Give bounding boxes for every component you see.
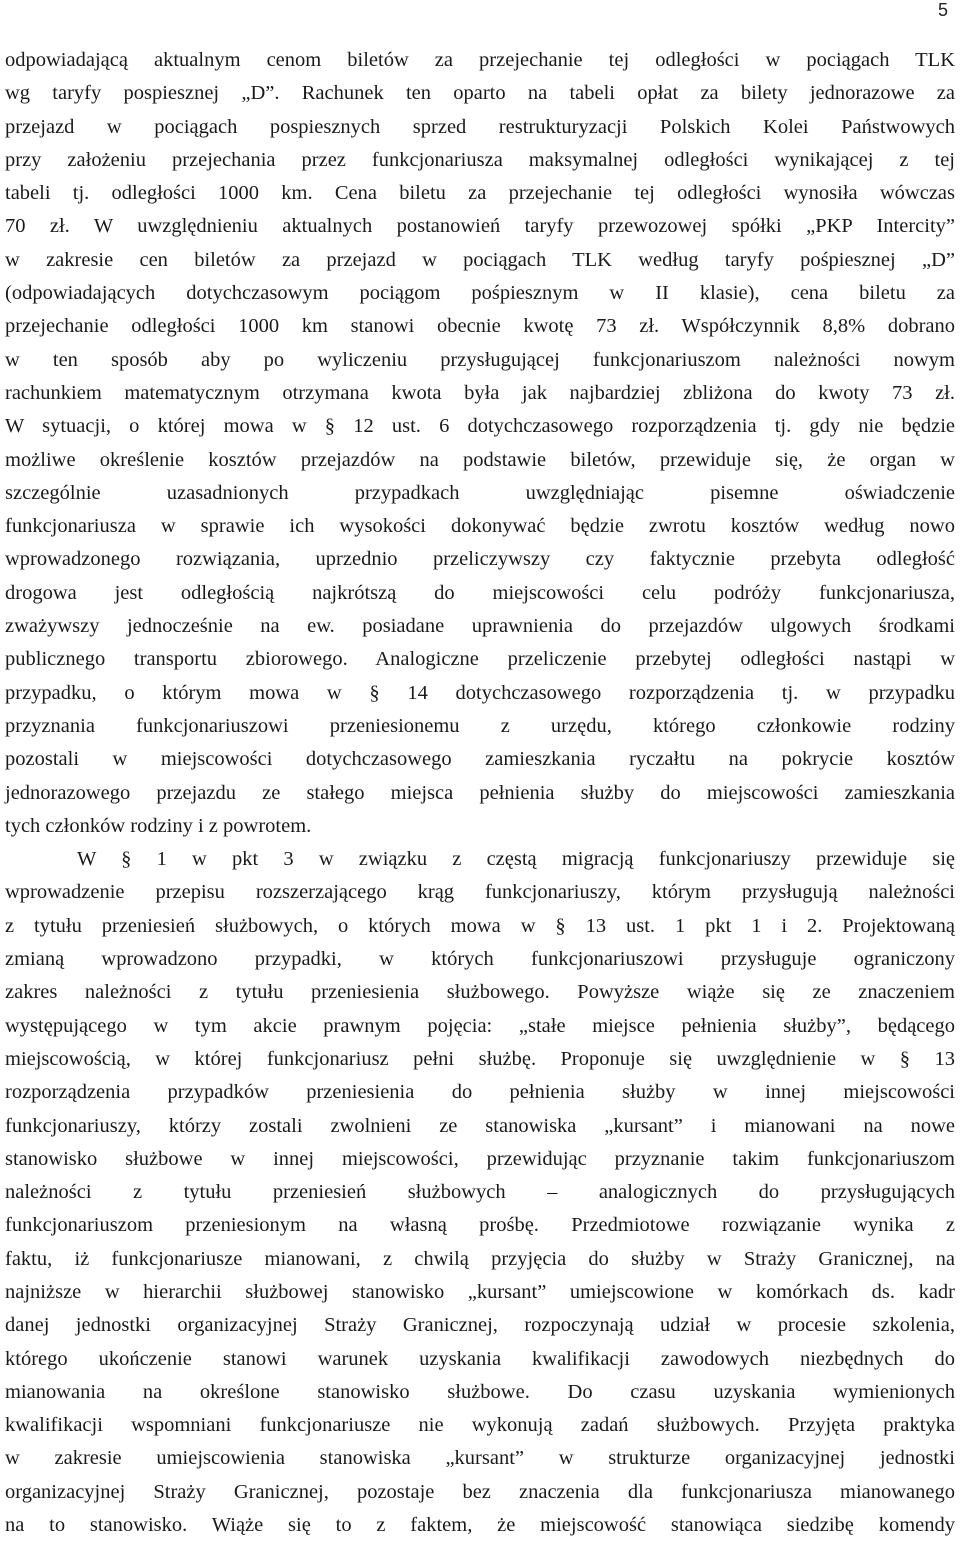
text-line: występującego w tym akcie prawnym pojęcia: „stałe miejsce pełnienia służby”, będącego: [5, 1014, 955, 1037]
text-line: pozostali w miejscowości dotychczasowego zamieszkania ryczałtu na pokrycie kosztów: [5, 748, 955, 771]
text-line: danej jednostki organizacyjnej Straży Granicznej, rozpoczynają udział w procesie szkolenia,: [5, 1314, 955, 1337]
text-line: możliwe określenie kosztów przejazdów na podstawie biletów, przewiduje się, że organ w: [5, 448, 955, 471]
text-line: należności z tytułu przeniesień służbowych – analogicznych do przysługujących: [5, 1181, 955, 1204]
paragraph-1: [5, 44, 955, 843]
text-line: zakres należności z tytułu przeniesienia służbowego. Powyższe wiąże się ze znaczeniem: [5, 981, 955, 1004]
text-line: stanowisko służbowe w innej miejscowości, przewidując przyznanie takim funkcjonariuszom: [5, 1147, 955, 1170]
text-line: jednorazowego przejazdu ze stałego miejsca pełnienia służby do miejscowości zamieszkania: [5, 781, 955, 804]
text-line: mianowania na określone stanowisko służbowe. Do czasu uzyskania wymienionych: [5, 1380, 955, 1403]
text-line: przypadku, o którym mowa w § 14 dotychczasowego rozporządzenia tj. w przypadku: [5, 681, 955, 704]
text-line: W sytuacji, o której mowa w § 12 ust. 6 dotychczasowego rozporządzenia tj. gdy nie będzie: [5, 415, 955, 438]
text-line: wprowadzonego rozwiązania, uprzednio przeliczywszy czy faktycznie przebyta odległość: [5, 548, 955, 571]
text-line: miejscowością, w której funkcjonariusz pełni służbę. Proponuje się uwzględnienie w § 13: [5, 1047, 955, 1070]
text-line: w zakresie cen biletów za przejazd w pociągach TLK według taryfy pośpiesznej „D”: [5, 248, 955, 271]
text-line: wprowadzenie przepisu rozszerzającego krąg funkcjonariuszy, którym przysługują należności: [5, 881, 955, 904]
paragraph-2: [5, 843, 955, 1542]
text-line: rachunkiem matematycznym otrzymana kwota była jak najbardziej zbliżona do kwoty 73 zł.: [5, 381, 955, 404]
text-line: tabeli tj. odległości 1000 km. Cena biletu za przejechanie tej odległości wynosiła wówczas: [5, 182, 955, 205]
text-line: drogowa jest odległością najkrótszą do miejscowości celu podróży funkcjonariusza,: [5, 581, 955, 604]
text-line: publicznego transportu zbiorowego. Analogiczne przeliczenie przebytej odległości nastąpi w: [5, 648, 955, 671]
text-line: organizacyjnej Straży Granicznej, pozostaje bez znaczenia dla funkcjonariusza mianowanego: [5, 1480, 955, 1503]
text-line: wg taryfy pospiesznej „D”. Rachunek ten oparto na tabeli opłat za bilety jednorazowe za: [5, 82, 955, 105]
text-line: w ten sposób aby po wyliczeniu przysługującej funkcjonariuszom należności nowym: [5, 348, 955, 371]
text-line: kwalifikacji wspomniani funkcjonariusze nie wykonują zadań służbowych. Przyjęta praktyka: [5, 1414, 955, 1437]
text-line: 70 zł. W uwzględnieniu aktualnych postanowień taryfy przewozowej spółki „PKP Intercity”: [5, 215, 955, 238]
text-line: zmianą wprowadzono przypadki, w których funkcjonariuszowi przysługuje ograniczony: [5, 948, 955, 971]
text-line: najniższe w hierarchii służbowej stanowisko „kursant” umiejscowione w komórkach ds. kadr: [5, 1280, 955, 1303]
text-line: przy założeniu przejechania przez funkcjonariusza maksymalnej odległości wynikającej z tej: [5, 148, 955, 171]
text-line: rozporządzenia przypadków przeniesienia do pełnienia służby w innej miejscowości: [5, 1081, 955, 1104]
text-line: przejechanie odległości 1000 km stanowi obecnie kwotę 73 zł. Współczynnik 8,8% dobrano: [5, 315, 955, 338]
text-line: faktu, iż funkcjonariusze mianowani, z chwilą przyjęcia do służby w Straży Granicznej, na: [5, 1247, 955, 1270]
text-line: w zakresie umiejscowienia stanowiska „kursant” w strukturze organizacyjnej jednostki: [5, 1447, 955, 1470]
text-line: funkcjonariusza w sprawie ich wysokości dokonywać będzie zwrotu kosztów według nowo: [5, 515, 955, 538]
text-line: przyznania funkcjonariuszowi przeniesionemu z urzędu, którego członkowie rodziny: [5, 714, 955, 737]
text-line: tych członków rodziny i z powrotem.: [5, 814, 312, 837]
text-line: W § 1 w pkt 3 w związku z częstą migracją funkcjonariuszy przewiduje się: [77, 848, 955, 871]
text-line: funkcjonariuszy, którzy zostali zwolnieni ze stanowiska „kursant” i mianowani na nowe: [5, 1114, 955, 1137]
page-number: 5: [937, 0, 948, 20]
text-line: na to stanowisko. Wiąże się to z faktem, że miejscowość stanowiąca siedzibę komendy: [5, 1514, 955, 1537]
text-line: z tytułu przeniesień służbowych, o których mowa w § 13 ust. 1 pkt 1 i 2. Projektowaną: [5, 914, 955, 937]
text-line: funkcjonariuszom przeniesionym na własną prośbę. Przedmiotowe rozwiązanie wynika z: [5, 1214, 955, 1237]
text-line: zważywszy jednocześnie na ew. posiadane uprawnienia do przejazdów ulgowych środkami: [5, 615, 955, 638]
text-line: (odpowiadających dotychczasowym pociągom pośpiesznym w II klasie), cena biletu za: [5, 282, 955, 305]
document-body: [5, 44, 955, 1542]
text-line: przejazd w pociągach pospiesznych sprzed restrukturyzacji Polskich Kolei Państwowych: [5, 115, 955, 138]
text-line: szczególnie uzasadnionych przypadkach uwzględniając pisemne oświadczenie: [5, 481, 955, 504]
text-line: którego ukończenie stanowi warunek uzyskania kwalifikacji zawodowych niezbędnych do: [5, 1347, 955, 1370]
text-line: odpowiadającą aktualnym cenom biletów za przejechanie tej odległości w pociągach TLK: [5, 49, 955, 71]
